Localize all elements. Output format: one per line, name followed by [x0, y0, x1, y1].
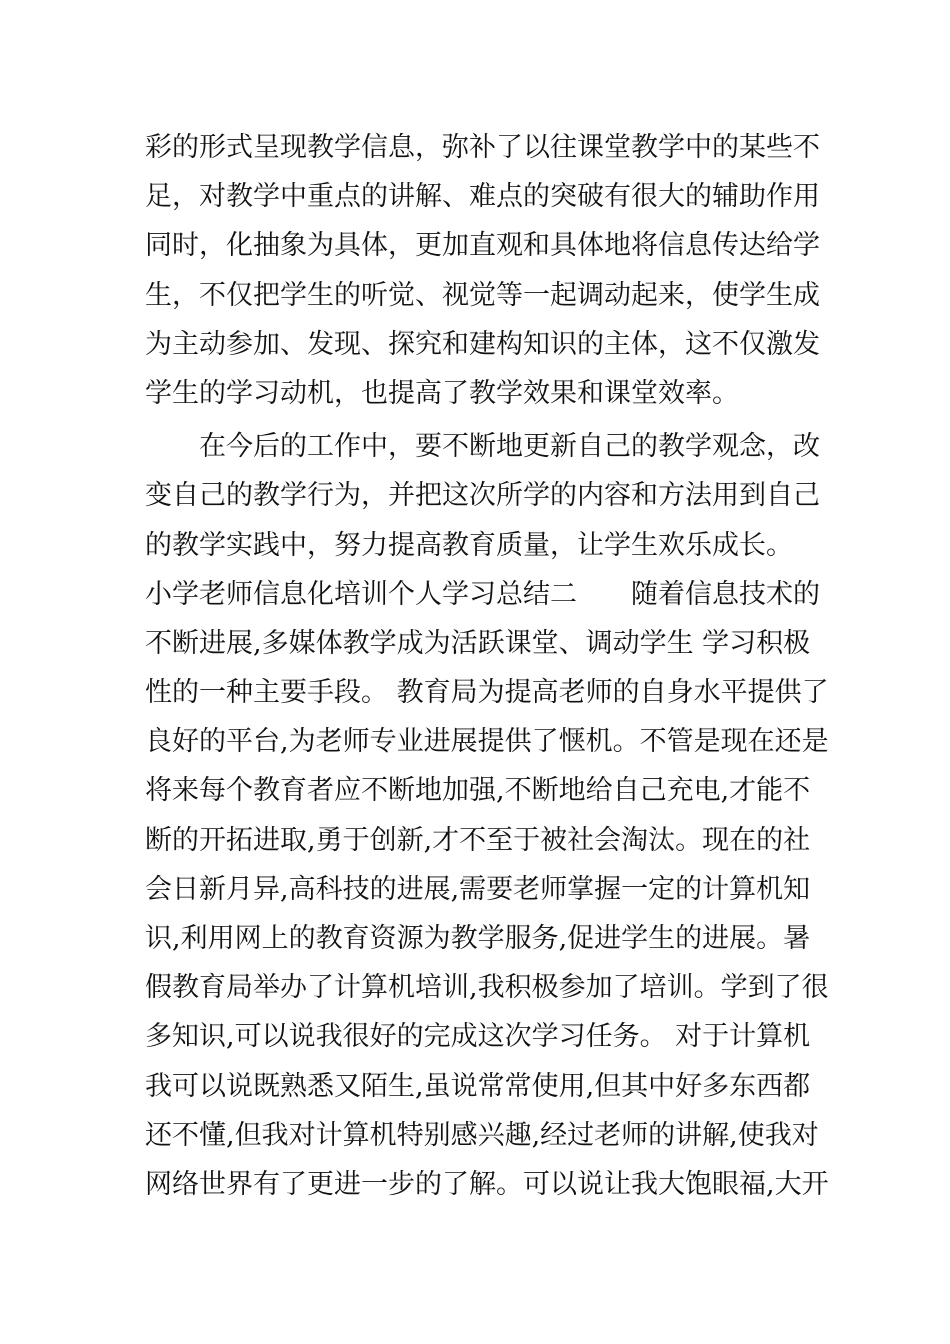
text-line: 网络世界有了更进一步的了解。可以说让我大饱眼福,大开	[145, 1168, 829, 1200]
text-line: 识,利用网上的教育资源为教学服务,促进学生的进展。暑	[145, 923, 811, 954]
text-line: 良好的平台,为老师专业进展提供了惬机。不管是现在还是	[145, 726, 829, 758]
text-line: 还不懂,但我对计算机特别感兴趣,经过老师的讲解,使我对	[145, 1119, 819, 1151]
text-line: 为主动参加、发现、探究和建构知识的主体，这不仅激发	[145, 328, 820, 360]
text-line: 不断进展,多媒体教学成为活跃课堂、调动学生 学习积极	[145, 627, 811, 659]
text-line: 生，不仅把学生的听觉、视觉等一起调动起来，使学生成	[145, 279, 820, 311]
text-line: 在今后的工作中，要不断地更新自己的教学观念，改	[199, 431, 820, 463]
section-heading-line: 小学老师信息化培训个人学习总结二 随着信息技术的	[145, 578, 820, 610]
text-line: 断的开拓进取,勇于创新,才不至于被社会淘汰。现在的社	[145, 824, 811, 856]
text-line: 学生的学习动机，也提高了教学效果和课堂效率。	[145, 377, 739, 409]
text-line: 足，对教学中重点的讲解、难点的突破有很大的辅助作用	[145, 181, 820, 213]
text-line: 性的一种主要手段。 教育局为提高老师的自身水平提供了	[145, 677, 829, 709]
text-line: 多知识,可以说我很好的完成这次学习任务。 对于计算机	[145, 1021, 811, 1053]
text-line: 变自己的教学行为，并把这次所学的内容和方法用到自己	[145, 480, 820, 512]
text-line: 假教育局举办了计算机培训,我积极参加了培训。学到了很	[145, 972, 829, 1004]
text-line: 我可以说既熟悉又陌生,虽说常常使用,但其中好多东西都	[145, 1070, 811, 1102]
text-line: 同时，化抽象为具体，更加直观和具体地将信息传达给学	[145, 230, 820, 262]
text-line: 的教学实践中，努力提高教育质量，让学生欢乐成长。	[145, 529, 793, 561]
text-line: 将来每个教育者应不断地加强,不断地给自己充电,才能不	[145, 775, 811, 807]
document-body	[145, 123, 829, 1209]
text-line: 彩的形式呈现教学信息，弥补了以往课堂教学中的某些不	[145, 132, 820, 163]
text-line: 会日新月异,高科技的进展,需要老师掌握一定的计算机知	[145, 873, 811, 905]
